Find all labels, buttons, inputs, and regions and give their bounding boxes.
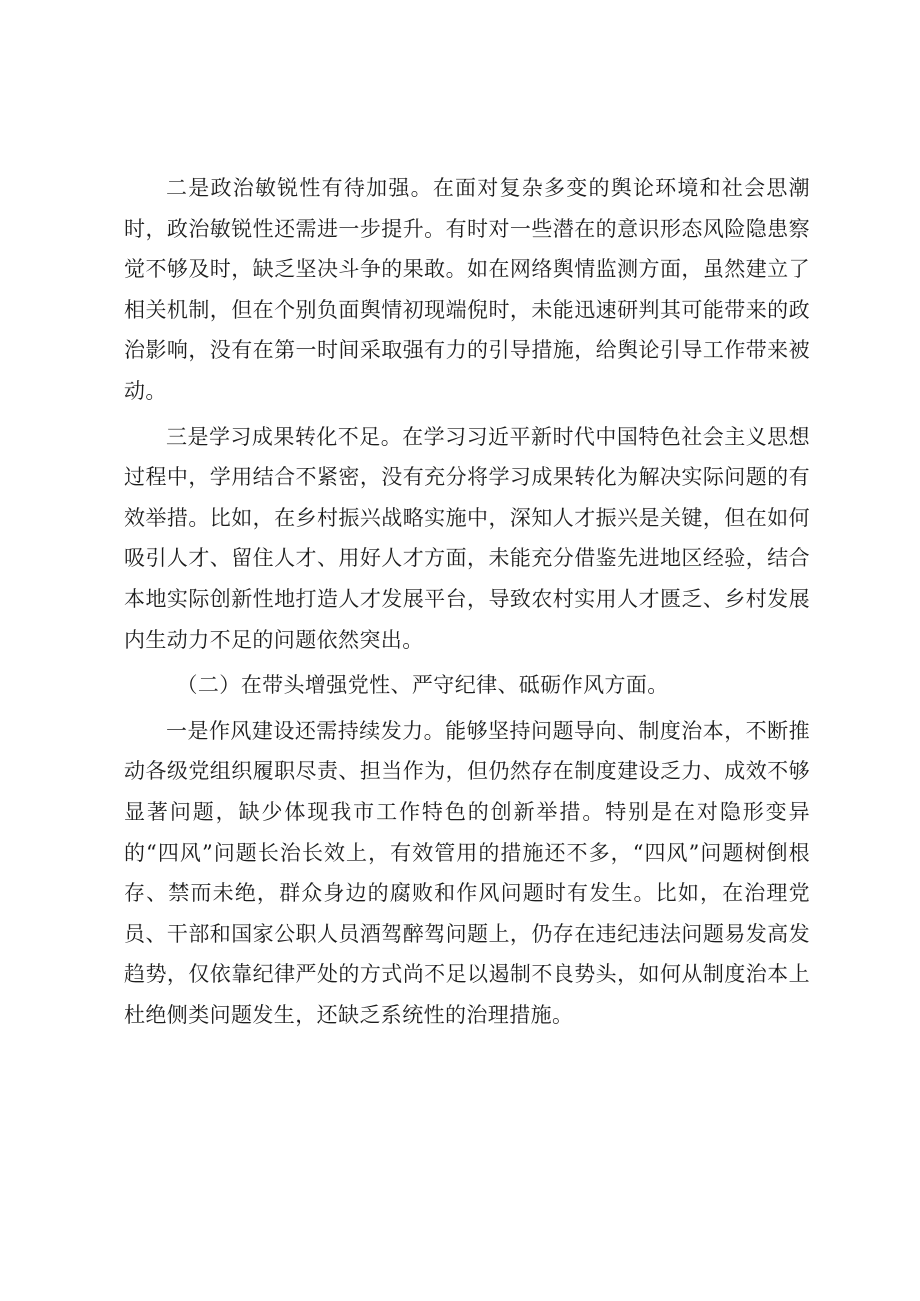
document-body bbox=[124, 168, 810, 1040]
paragraph-work-style: 一是作风建设还需持续发力。能够坚持问题导向、制度治本，不断推动各级党组织履职尽责、担当作为，但仍然存在制度建设乏力、成效不够显著问题，缺少体现我市工作特色的创新举措。特别是在对隐形变异的“四风”问题长治长效上，有效管用的措施还不多，“四风”问题树倒根存、禁而未绝，群众身边的腐败和作风问题时有发生。比如，在治理党员、干部和国家公职人员酒驾醉驾问题上，仍存在违纪违法问题易发高发趋势，仅依靠纪律严处的方式尚不足以遏制不良势头，如何从制度治本上杜绝侧类问题发生，还缺乏系统性的治理措施。 bbox=[124, 718, 810, 1027]
paragraph-learning-transformation: 三是学习成果转化不足。在学习习近平新时代中国特色社会主义思想过程中，学用结合不紧密，没有充分将学习成果转化为解决实际问题的有效举措。比如，在乡村振兴战略实施中，深知人才振兴是关键，但在如何吸引人才、留住人才、用好人才方面，未能充分借鉴先进地区经验，结合本地实际创新性地打造人才发展平台，导致农村实用人才匮乏、乡村发展内生动力不足的问题依然突出。 bbox=[124, 424, 810, 652]
section-heading-party-discipline: （二）在带头增强党性、严守纪律、砥砺作风方面。 bbox=[176, 673, 669, 698]
paragraph-political-sensitivity: 二是政治敏锐性有待加强。在面对复杂多变的舆论环境和社会思潮时，政治敏锐性还需进一步提升。有时对一些潜在的意识形态风险隐患察觉不够及时，缺乏坚决斗争的果敢。如在网络舆情监测方面，虽然建立了相关机制，但在个别负面舆情初现端倪时，未能迅速研判其可能带来的政治影响，没有在第一时间采取强有力的引导措施，给舆论引导工作带来被动。 bbox=[124, 176, 810, 403]
